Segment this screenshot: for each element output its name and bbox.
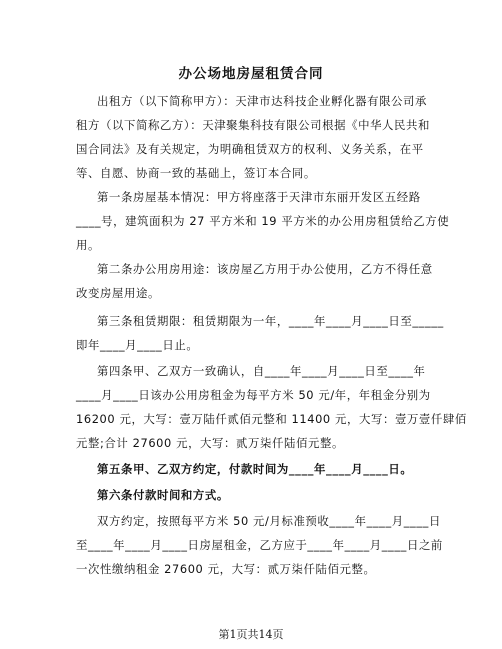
paragraph-line: 国合同法》及有关规定，为明确租赁双方的权利、义务关系，在平 (76, 142, 424, 156)
paragraph-line: 租方（以下简称乙方）：天津聚集科技有限公司根据《中华人民共和 (76, 118, 431, 132)
clause-5-line: 第五条甲、乙双方约定，付款时间为____年____月____日。 (97, 462, 413, 476)
clause-6-heading: 第六条付款时间和方式。 (97, 488, 229, 502)
clause-6-line: 一次性缴纳租金 27600 元，大写：贰万柒仟陆佰元整。 (76, 562, 376, 576)
paragraph-line: 等、自愿、协商一致的基础上，签订本合同。 (76, 166, 316, 180)
clause-6-line: 至____年____月____日房屋租金，乙方应于____年____月____日之前 (76, 538, 443, 552)
clause-2-line: 改变房屋用途。 (76, 286, 160, 300)
clause-1-line: ____号，建筑面积为 27 平方米和 19 平方米的办公用房租赁给乙方使 (76, 214, 450, 228)
clause-4-line: ____月____日该办公用房租金为每平方米 50 元/年，年租金分别为 (76, 388, 431, 402)
clause-1-line: 第一条房屋基本情况：甲方将座落于天津市东丽开发区五经路 (97, 190, 421, 204)
clause-3-line: 即年____月____日止。 (76, 338, 199, 352)
clause-3-line: 第三条租赁期限：租赁期限为一年，____年____月____日至_____ (97, 314, 444, 328)
clause-1-line: 用。 (76, 238, 100, 252)
page-number: 第1页共14页 (218, 628, 284, 641)
paragraph-line: 出租方（以下简称甲方）：天津市达科技企业孵化器有限公司承 (97, 94, 428, 108)
clause-4-line: 元整;合计 27600 元，大写：贰万柒仟陆佰元整。 (76, 436, 344, 450)
clause-2-line: 第二条办公用房用途：该房屋乙方用于办公使用，乙方不得任意 (97, 262, 433, 276)
clause-4-line: 第四条甲、乙双方一致确认，自____年____月____日至____年 (97, 364, 426, 378)
document-title: 办公场地房屋租赁合同 (178, 66, 324, 82)
clause-6-line: 双方约定，按照每平方米 50 元/月标准预收____年____月____日 (97, 514, 441, 528)
clause-4-line: 16200 元，大写：壹万陆仟贰佰元整和 11400 元，大写：壹万壹仟肆佰 (76, 412, 467, 426)
